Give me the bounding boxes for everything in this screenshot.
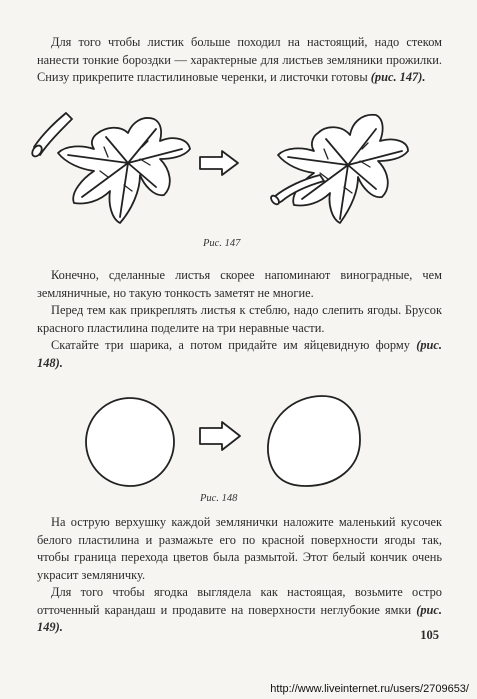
- source-url[interactable]: http://www.liveinternet.ru/users/2709653/: [270, 683, 469, 695]
- paragraph-2: Конечно, сделанные листья скорее напоминают виноградные, чем земляничные, но такую тонкость заметят не многие.: [37, 268, 442, 300]
- leaf-left: [58, 118, 190, 223]
- egg-shape: [268, 396, 360, 486]
- figure-147-caption: Рис. 147: [203, 238, 241, 249]
- paragraph-4-text: Скатайте три шарика, а потом придайте им яйцевидную форму: [51, 338, 417, 352]
- page-number: 105: [420, 628, 439, 642]
- paragraph-5: На острую верхушку каждой землянички наложите маленький кусочек белого пластилина и размажьте его по красной поверхности ягоды так, чтобы граница перехода цветов была размытой. Этот белый кончик очень украсит земляничку.: [37, 515, 442, 582]
- figure-148: [80, 392, 410, 492]
- figure-ref-149: (рис. 149).: [37, 602, 442, 634]
- figure-ref-147: (рис. 147).: [370, 70, 426, 84]
- figure-ref-148: (рис. 148).: [37, 338, 442, 370]
- paragraph-6: [37, 584, 442, 637]
- figure-148-caption: Рис. 148: [200, 493, 238, 504]
- paragraph-4: [37, 337, 442, 372]
- figure-147: [28, 105, 448, 235]
- paragraph-3: Перед тем как прикреплять листья к стеблю, надо слепить ягоды. Брусок красного пластилина поделите на три неравные части.: [37, 303, 442, 335]
- paragraph-1: [37, 34, 442, 87]
- paragraph-6-text: Для того чтобы ягодка выглядела как настоящая, возьмите остро отточенный карандаш и продавите на поверхности неглубокие ямки: [37, 585, 442, 617]
- ball-shape: [86, 398, 174, 486]
- arrow-147: [200, 151, 238, 175]
- arrow-148: [200, 422, 240, 450]
- paragraph-1-text: Для того чтобы листик больше походил на настоящий, надо стеком нанести тонкие бороздки — характерные для листьев земляники прожилки. Снизу прикрепите пластилиновые черенки, и листочки готовы: [37, 35, 442, 84]
